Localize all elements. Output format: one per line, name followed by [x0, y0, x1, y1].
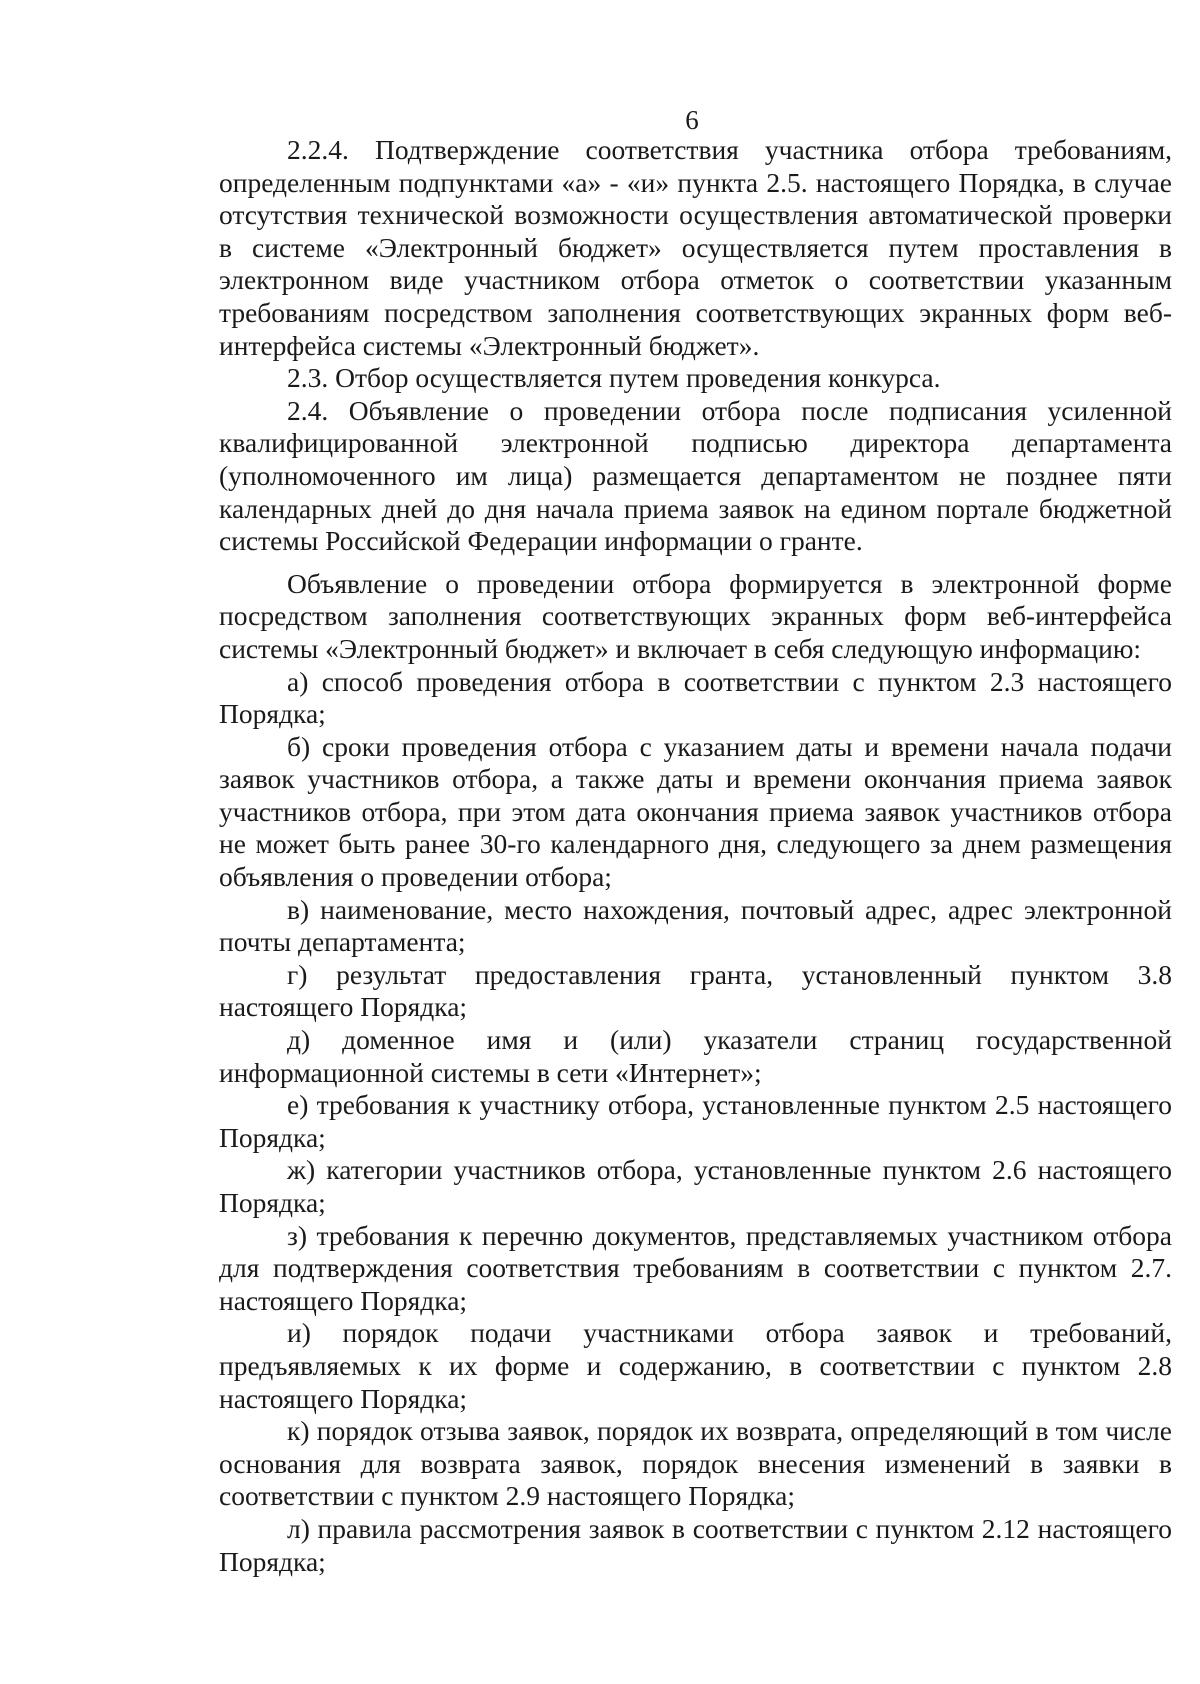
- list-item-k: к) порядок отзыва заявок, порядок их возврата, определяющий в том числе основания для возврата заявок, порядок внесения изменений в заявки в соответствии с пунктом 2.9 настоящего Порядка;: [219, 1415, 1172, 1512]
- list-item-zh: ж) категории участников отбора, установленные пунктом 2.6 настоящего Порядка;: [219, 1154, 1172, 1218]
- paragraph-2-4: 2.4. Объявление о проведении отбора после подписания усиленной квалифицированной электронной подписью директора департамента (уполномоченного им лица) размещается департаментом не позднее пяти календарных дней до дня начала приема заявок на едином портале бюджетной системы Российской Федерации информации о гранте.: [219, 394, 1172, 557]
- list-item-i: и) порядок подачи участниками отбора заявок и требований, предъявляемых к их форме и содержанию, в соответствии с пунктом 2.8 настоящего Порядка;: [219, 1317, 1172, 1414]
- document-body: [219, 134, 1172, 1578]
- list-item-z: з) требования к перечню документов, представляемых участником отбора для подтверждения соответствия требованиям в соответствии с пунктом 2.7. настоящего Порядка;: [219, 1219, 1172, 1316]
- page-number: 6: [685, 105, 699, 135]
- list-item-l: л) правила рассмотрения заявок в соответствии с пунктом 2.12 настоящего Порядка;: [219, 1512, 1172, 1577]
- paragraph-announcement-contents: Объявление о проведении отбора формируется в электронной форме посредством заполнения соответствующих экранных форм веб-интерфейса системы «Электронный бюджет» и включает в себя следующую информацию:: [219, 567, 1172, 664]
- list-item-d: д) доменное имя и (или) указатели страниц государственной информационной системы в сети «Интернет»;: [219, 1024, 1172, 1088]
- paragraph-2-2-4: 2.2.4. Подтверждение соответствия участника отбора требованиям, определенным подпунктами «а» - «и» пункта 2.5. настоящего Порядка, в случае отсутствия технической возможности осуществления автоматической проверки в системе «Электронный бюджет» осуществляется путем проставления в электронном виде участником отбора отметок о соответствии указанным требованиям посредством заполнения соответствующих экранных форм веб-интерфейса системы «Электронный бюджет».: [219, 134, 1172, 361]
- list-item-b: б) сроки проведения отбора с указанием даты и времени начала подачи заявок участников отбора, а также даты и времени окончания приема заявок участников отбора, при этом дата окончания приема заявок участников отбора не может быть ранее 30-го календарного дня, следующего за днем размещения объявления о проведении отбора;: [219, 730, 1172, 893]
- list-item-e: е) требования к участнику отбора, установленные пунктом 2.5 настоящего Порядка;: [219, 1089, 1172, 1153]
- list-item-g: г) результат предоставления гранта, установленный пунктом 3.8 настоящего Порядка;: [219, 958, 1172, 1023]
- list-item-v: в) наименование, место нахождения, почтовый адрес, адрес электронной почты департамента;: [219, 893, 1172, 958]
- paragraph-2-3: 2.3. Отбор осуществляется путем проведения конкурса.: [287, 362, 941, 394]
- list-item-a: а) способ проведения отбора в соответствии с пунктом 2.3 настоящего Порядка;: [219, 665, 1172, 730]
